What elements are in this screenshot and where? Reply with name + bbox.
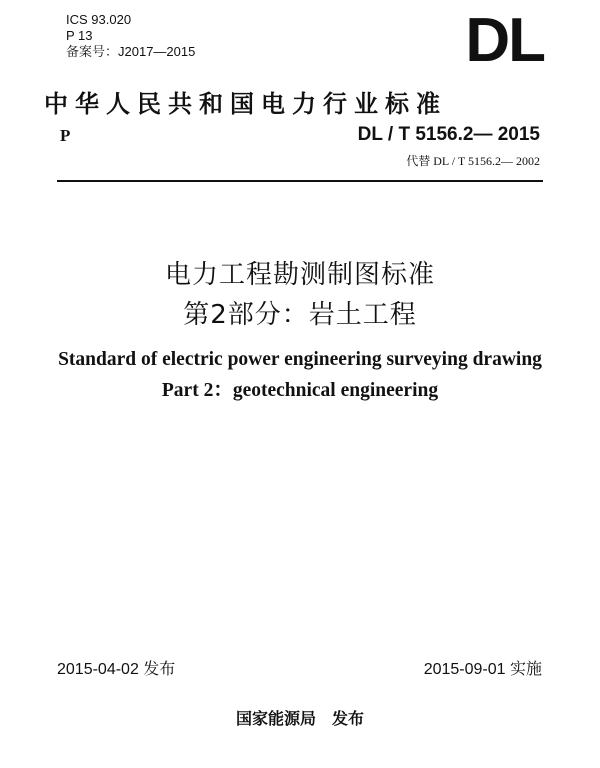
- standard-number: DL / T 5156.2— 2015: [357, 124, 540, 145]
- classification-code: P 13: [66, 28, 93, 43]
- english-title-line1: Standard of electric power engineering surveying drawing: [58, 349, 542, 370]
- dl-logo: DL: [465, 6, 544, 75]
- class-letter: P: [60, 126, 71, 145]
- industry-standard-title: 中华人民共和国电力行业标准: [44, 89, 447, 118]
- publisher: 国家能源局 发布: [235, 709, 364, 728]
- record-number: 备案号：J2017—2015: [66, 44, 196, 59]
- chinese-title-line1: 电力工程勘测制图标准: [164, 260, 435, 290]
- replaces-standard: 代替 DL / T 5156.2— 2002: [406, 154, 540, 168]
- publish-date: 2015-04-02 发布: [57, 661, 176, 678]
- ics-code: ICS 93.020: [66, 12, 132, 27]
- chinese-title-line2: 第2部分：岩土工程: [183, 300, 417, 330]
- english-title-line2: Part 2：geotechnical engineering: [161, 380, 439, 401]
- header-divider: [57, 180, 543, 182]
- implementation-date: 2015-09-01 实施: [423, 661, 542, 678]
